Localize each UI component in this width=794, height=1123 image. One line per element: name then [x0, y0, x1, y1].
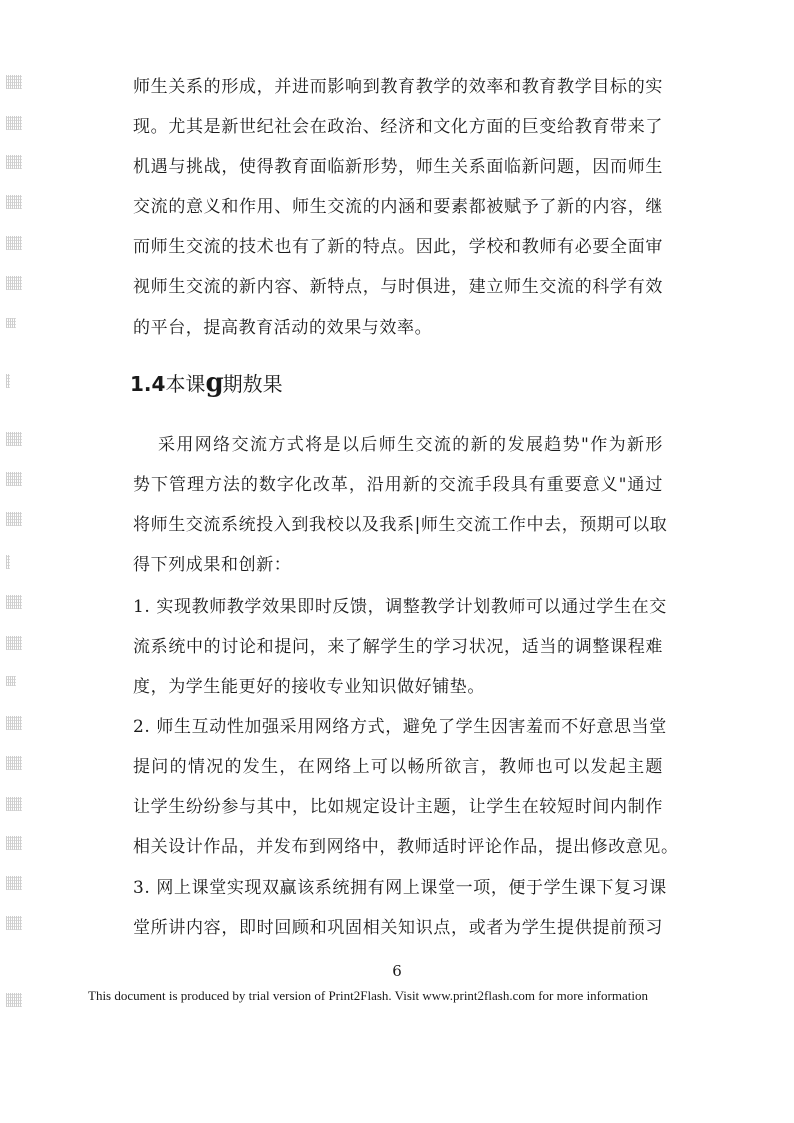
list-item-line: 度，为学生能更好的接收专业知识做好铺垫。: [133, 677, 485, 697]
section-heading: [130, 368, 283, 398]
paragraph-line: 而师生交流的技术也有了新的特点。因此，学校和教师有必要全面审: [133, 237, 663, 257]
paragraph-line: 的平台，提高教育活动的效果与效率。: [133, 318, 433, 338]
trial-watermark-footer: This document is produced by trial version of Print2Flash. Visit www.print2flash.com for more information: [88, 988, 648, 1003]
list-item-line: 2. 师生互动性加强采用网络方式，避免了学生因害羞而不好意思当堂: [133, 717, 667, 737]
paragraph-line: 交流的意义和作用、师生交流的内涵和要素都被赋予了新的内容，继: [133, 197, 663, 217]
paragraph-line: 机遇与挑战，使得教育面临新形势，师生关系面临新问题，因而师生: [133, 157, 663, 177]
section-number: 1.4: [130, 372, 166, 396]
paragraph-line: 势下管理方法的数字化改革，沿用新的交流手段具有重要意义"通过: [133, 475, 663, 495]
list-item-line: 1. 实现教师教学效果即时反馈，调整教学计划教师可以通过学生在交: [133, 597, 667, 617]
list-item-line: 相关设计作品，并发布到网络中，教师适时评论作品，提出修改意见。: [133, 837, 679, 857]
paragraph-line: 将师生交流系统投入到我校以及我系|师生交流工作中去，预期可以取: [133, 515, 668, 535]
list-item-line: 3. 网上课堂实现双赢该系统拥有网上课堂一项，便于学生课下复习课: [133, 878, 667, 898]
paragraph-line: 现。尤其是新世纪社会在政治、经济和文化方面的巨变给教育带来了: [133, 117, 663, 137]
heading-text: 期敖果: [222, 372, 283, 396]
heading-text: 本课: [165, 372, 206, 396]
page-number: 6: [392, 962, 402, 980]
paragraph-line: 师生关系的形成，并进而影响到教育教学的效率和教育教学目标的实: [133, 77, 663, 97]
list-item-line: 流系统中的讨论和提问，来了解学生的学习状况，适当的调整课程难: [133, 637, 663, 657]
paragraph-line: 得下列成果和创新：: [133, 555, 292, 575]
list-item-line: 让学生纷纷参与其中，比如规定设计主题，让学生在较短时间内制作: [133, 797, 663, 817]
paragraph-line: 视师生交流的新内容、新特点，与时俱进，建立师生交流的科学有效: [133, 277, 663, 297]
list-item-line: 堂所讲内容，即时回顾和巩固相关知识点，或者为学生提供提前预习: [133, 918, 663, 938]
paragraph-line: 采用网络交流方式将是以后师生交流的新的发展趋势"作为新形: [158, 435, 663, 455]
heading-glyph: g: [205, 368, 223, 398]
list-item-line: 提问的情况的发生，在网络上可以畅所欲言，教师也可以发起主题: [133, 757, 663, 777]
